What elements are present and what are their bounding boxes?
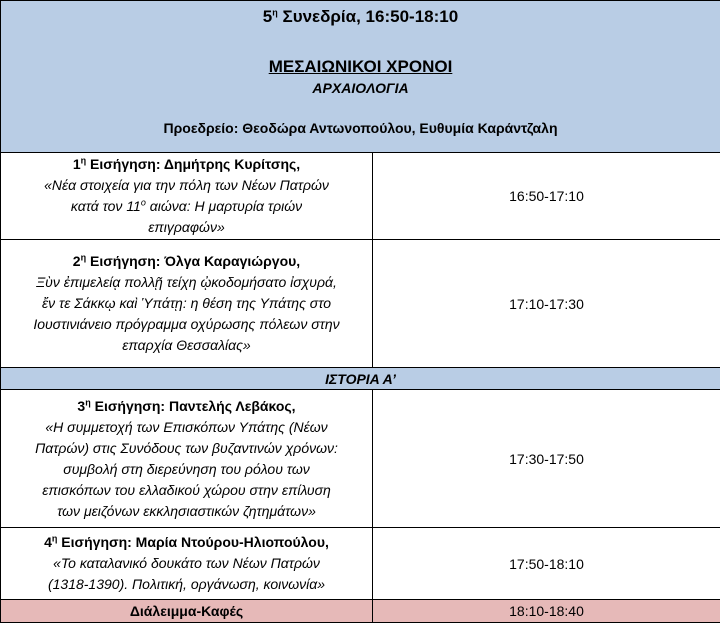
talk-row [1, 528, 720, 600]
speaker: $3^\eta$ Εισήγηση: Παντελής Λεβάκος, [77, 396, 296, 414]
talk-time: 16:50-17:10 [373, 153, 720, 240]
chairs: Προεδρείο: Θεοδώρα Αντωνοπούλου, Ευθυμία Καράντζαλη [163, 120, 558, 136]
talk-cell [1, 240, 373, 368]
talk-row [1, 390, 720, 528]
talk-title: Ξὺν ἐπιμελείᾳ πολλῇ τείχη ᾠκοδομήσατο ἰσχυρά, ἔν τε Σάκκῳ καὶ Ὑπάτῃ: η θέση της Υπάτης στο Ιουστινιάνειο πρόγραμμα οχύρωσης πόλεων στην επαρχία Θεσσαλίας» [33, 274, 340, 353]
talk-title: «Νέα στοιχεία για την πόλη των Νέων Πατρών κατά τον $11^o$ αιώνα: Η μαρτυρία τριών επιγραφών» [44, 177, 329, 235]
speaker: $4^\eta$ Εισήγηση: Μαρία Ντούρου-Ηλιοπούλου, [44, 533, 329, 550]
section-history: ΙΣΤΟΡΙΑ Α’ [1, 368, 720, 390]
talk-row [1, 153, 720, 240]
subject-title: ΑΡΧΑΙΟΛΟΓΙΑ [312, 80, 409, 96]
talk-cell [1, 528, 373, 600]
talk-time: 17:30-17:50 [373, 390, 720, 528]
talk-title: «Η συμμετοχή των Επισκόπων Υπάτης (Νέων Πατρών) στις Συνόδους των βυζαντινών χρόνων: συμβολή στη διερεύνηση του ρόλου των επισκόπων του ελλαδικού χώρου στην επίλυση των μειζόνων εκκλησιαστικών ζητημάτων» [35, 418, 338, 519]
talk-time: 17:10-17:30 [373, 240, 720, 368]
session-header-row [1, 1, 720, 153]
break-row [1, 600, 720, 623]
period-title: ΜΕΣΑΙΩΝΙΚΟΙ ΧΡΟΝΟΙ [268, 57, 453, 76]
section-row [1, 368, 720, 390]
break-label: Διάλειμμα-Καφές [1, 600, 373, 623]
talk-cell [1, 153, 373, 240]
talk-row [1, 240, 720, 368]
speaker: $1^\eta$ Εισήγηση: Δημήτρης Κυρίτσης, [72, 155, 301, 172]
talk-cell [1, 390, 373, 528]
talk-title: «Το καταλανικό δουκάτο των Νέων Πατρών (1318-1390). Πολιτική, οργάνωση, κοινωνία» [47, 555, 326, 592]
session-header [1, 1, 720, 153]
session-title: $5^\eta$ Συνεδρία, 16:50-18:10 [262, 7, 459, 26]
speaker: $2^\eta$ Εισήγηση: Όλγα Καραγιώργου, [72, 252, 301, 269]
break-time: 18:10-18:40 [373, 600, 720, 623]
talk-time: 17:50-18:10 [373, 528, 720, 600]
